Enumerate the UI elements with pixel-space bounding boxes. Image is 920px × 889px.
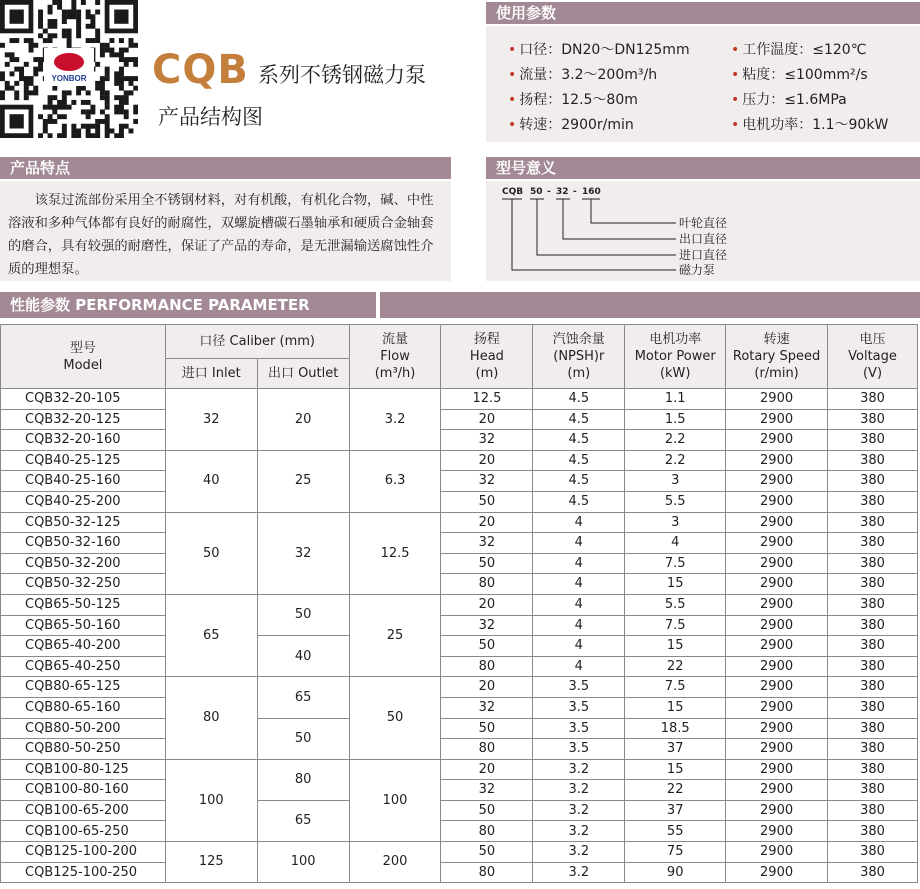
table-row [1,553,918,574]
col-inlet: 进口 Inlet [165,359,257,389]
table-row [1,533,918,554]
cell-voltage: 380 [828,759,918,780]
cell-model: CQB40-25-200 [1,491,166,512]
cell-rotary-speed: 2900 [726,491,828,512]
col-rotary-speed: 转速 Rotary Speed (r/min) [726,325,828,389]
features-header: 产品特点 [0,157,451,179]
table-row [1,697,918,718]
cell-npsh: 3.2 [533,821,625,842]
usage-params-panel [486,26,920,142]
cell-outlet: 100 [257,842,349,883]
cell-model: CQB125-100-250 [1,862,166,883]
cell-rotary-speed: 2900 [726,533,828,554]
cell-npsh: 3.2 [533,780,625,801]
cell-head: 20 [441,512,533,533]
cell-rotary-speed: 2900 [726,594,828,615]
bullet-icon: • [731,67,740,83]
param-viscosity: • 粘度：≤100mm²/s [731,67,868,83]
cell-outlet: 65 [257,677,349,718]
cell-motor-power: 37 [625,739,726,760]
bullet-icon: • [508,92,517,108]
cell-rotary-speed: 2900 [726,697,828,718]
table-row [1,718,918,739]
cell-head: 50 [441,842,533,863]
cell-voltage: 380 [828,574,918,595]
cell-motor-power: 7.5 [625,553,726,574]
cell-model: CQB40-25-160 [1,471,166,492]
cell-motor-power: 90 [625,862,726,883]
features-panel [0,181,451,281]
cell-rotary-speed: 2900 [726,718,828,739]
cell-rotary-speed: 2900 [726,512,828,533]
col-voltage: 电压 Voltage (V) [828,325,918,389]
cell-outlet: 20 [257,389,349,451]
cell-rotary-speed: 2900 [726,759,828,780]
cell-voltage: 380 [828,533,918,554]
label-outlet-diameter: 出口直径 [679,232,728,246]
col-flow: 流量 Flow (m³/h) [349,325,441,389]
cell-head: 20 [441,677,533,698]
cell-motor-power: 22 [625,780,726,801]
cell-motor-power: 5.5 [625,491,726,512]
cell-head: 80 [441,574,533,595]
cell-npsh: 3.5 [533,697,625,718]
cell-head: 20 [441,409,533,430]
performance-table-body [1,389,918,883]
code-dash: - [573,187,577,197]
cell-flow: 200 [349,842,441,883]
cell-voltage: 380 [828,677,918,698]
cell-motor-power: 15 [625,574,726,595]
cell-voltage: 380 [828,656,918,677]
param-pressure: • 压力：≤1.6MPa [731,92,847,108]
table-row [1,739,918,760]
col-head: 扬程 Head (m) [441,325,533,389]
label-magnetic-pump: 磁力泵 [679,263,716,277]
cell-voltage: 380 [828,780,918,801]
table-row [1,615,918,636]
cell-voltage: 380 [828,862,918,883]
cell-motor-power: 15 [625,759,726,780]
cell-outlet: 32 [257,512,349,594]
cell-head: 50 [441,636,533,657]
cell-head: 12.5 [441,389,533,410]
cell-npsh: 3.2 [533,800,625,821]
structure-diagram-subtitle: 产品结构图 [158,105,263,129]
cell-model: CQB100-65-250 [1,821,166,842]
col-outlet: 出口 Outlet [257,359,349,389]
cell-rotary-speed: 2900 [726,862,828,883]
cell-voltage: 380 [828,512,918,533]
cell-motor-power: 2.2 [625,430,726,451]
cell-npsh: 4.5 [533,409,625,430]
cell-voltage: 380 [828,718,918,739]
cell-head: 32 [441,533,533,554]
cell-motor-power: 15 [625,636,726,657]
cell-motor-power: 5.5 [625,594,726,615]
cell-voltage: 380 [828,450,918,471]
table-row [1,471,918,492]
cell-flow: 6.3 [349,450,441,512]
cell-motor-power: 3 [625,471,726,492]
cell-rotary-speed: 2900 [726,656,828,677]
cell-flow: 50 [349,677,441,759]
table-row [1,656,918,677]
table-row [1,430,918,451]
cell-rotary-speed: 2900 [726,574,828,595]
table-row [1,800,918,821]
cell-npsh: 3.2 [533,842,625,863]
table-row [1,574,918,595]
cell-model: CQB100-80-125 [1,759,166,780]
cell-motor-power: 1.1 [625,389,726,410]
cell-model: CQB80-65-160 [1,697,166,718]
cell-motor-power: 7.5 [625,677,726,698]
bullet-icon: • [731,42,740,58]
cell-motor-power: 7.5 [625,615,726,636]
cell-model: CQB65-50-160 [1,615,166,636]
code-impeller: 160 [582,187,601,197]
cell-npsh: 3.5 [533,739,625,760]
cell-head: 32 [441,697,533,718]
cell-voltage: 380 [828,800,918,821]
cell-inlet: 65 [165,594,257,676]
model-meaning-header: 型号意义 [486,157,920,179]
label-inlet-diameter: 进口直径 [679,248,728,262]
cell-npsh: 4 [533,574,625,595]
table-row [1,759,918,780]
cell-npsh: 4 [533,636,625,657]
cell-npsh: 4 [533,656,625,677]
cell-npsh: 4.5 [533,450,625,471]
cell-motor-power: 55 [625,821,726,842]
cell-npsh: 3.2 [533,759,625,780]
cell-motor-power: 15 [625,697,726,718]
cell-head: 50 [441,718,533,739]
performance-table [0,324,918,883]
product-code-title: CQB [152,47,249,93]
table-row [1,636,918,657]
cell-motor-power: 22 [625,656,726,677]
bullet-icon: • [508,42,517,58]
cell-head: 50 [441,491,533,512]
table-row [1,389,918,410]
cell-head: 80 [441,739,533,760]
cell-rotary-speed: 2900 [726,821,828,842]
cell-rotary-speed: 2900 [726,389,828,410]
cell-npsh: 4 [533,553,625,574]
cell-voltage: 380 [828,471,918,492]
usage-params-header: 使用参数 [486,2,920,24]
cell-outlet: 50 [257,594,349,635]
cell-outlet: 50 [257,718,349,759]
cell-voltage: 380 [828,409,918,430]
cell-model: CQB32-20-125 [1,409,166,430]
table-row [1,450,918,471]
cell-model: CQB125-100-200 [1,842,166,863]
cell-rotary-speed: 2900 [726,636,828,657]
code-series: CQB [502,187,524,197]
cell-motor-power: 2.2 [625,450,726,471]
cell-model: CQB65-40-250 [1,656,166,677]
table-row [1,491,918,512]
cell-model: CQB65-50-125 [1,594,166,615]
cell-model: CQB65-40-200 [1,636,166,657]
cell-voltage: 380 [828,430,918,451]
table-row [1,409,918,430]
cell-model: CQB32-20-160 [1,430,166,451]
cell-flow: 12.5 [349,512,441,594]
cell-inlet: 100 [165,759,257,841]
cell-outlet: 40 [257,636,349,677]
cell-model: CQB40-25-125 [1,450,166,471]
cell-model: CQB50-32-160 [1,533,166,554]
cell-voltage: 380 [828,389,918,410]
col-model: 型号 Model [1,325,166,389]
param-head: • 扬程：12.5～80m [508,92,638,108]
cell-inlet: 125 [165,842,257,883]
cell-voltage: 380 [828,594,918,615]
cell-model: CQB80-65-125 [1,677,166,698]
cell-rotary-speed: 2900 [726,553,828,574]
table-row [1,821,918,842]
cell-npsh: 4.5 [533,491,625,512]
cell-head: 80 [441,821,533,842]
cell-rotary-speed: 2900 [726,430,828,451]
svg-text:YONBOR: YONBOR [51,74,87,83]
cell-model: CQB80-50-250 [1,739,166,760]
header-separator [376,292,380,318]
cell-npsh: 3.2 [533,862,625,883]
cell-motor-power: 75 [625,842,726,863]
cell-rotary-speed: 2900 [726,739,828,760]
cell-rotary-speed: 2900 [726,780,828,801]
cell-head: 20 [441,759,533,780]
cell-head: 20 [441,450,533,471]
cell-npsh: 4 [533,615,625,636]
cell-head: 32 [441,430,533,451]
param-motor-power: • 电机功率：1.1～90kW [731,117,889,133]
cell-voltage: 380 [828,491,918,512]
cell-inlet: 32 [165,389,257,451]
performance-header: 性能参数 PERFORMANCE PARAMETER [10,296,310,314]
features-text: 该泵过流部份采用全不锈钢材料，对有机酸，有机化合物，碱、中性溶液和多种气体都有良好的耐腐性，双螺旋槽碳石墨轴承和硬质合金轴套的磨合，具有较强的耐磨性，保证了产品的寿命，是无泄漏输送腐蚀性介质的理想泵。 [8,193,434,277]
cell-flow: 25 [349,594,441,676]
cell-voltage: 380 [828,842,918,863]
cell-rotary-speed: 2900 [726,842,828,863]
cell-inlet: 80 [165,677,257,759]
table-row [1,594,918,615]
cell-voltage: 380 [828,636,918,657]
cell-motor-power: 3 [625,512,726,533]
cell-outlet: 25 [257,450,349,512]
bullet-icon: • [508,67,517,83]
cell-npsh: 4.5 [533,389,625,410]
label-impeller-diameter: 叶轮直径 [679,216,728,230]
table-row [1,862,918,883]
cell-rotary-speed: 2900 [726,471,828,492]
cell-npsh: 4.5 [533,430,625,451]
cell-voltage: 380 [828,615,918,636]
cell-flow: 100 [349,759,441,841]
cell-voltage: 380 [828,697,918,718]
cell-head: 20 [441,594,533,615]
cell-flow: 3.2 [349,389,441,451]
cell-npsh: 4.5 [533,471,625,492]
col-motor-power: 电机功率 Motor Power (kW) [625,325,726,389]
cell-rotary-speed: 2900 [726,800,828,821]
cell-npsh: 4 [533,533,625,554]
cell-npsh: 4 [533,512,625,533]
cell-head: 32 [441,471,533,492]
cell-head: 80 [441,656,533,677]
cell-head: 32 [441,780,533,801]
cell-head: 50 [441,800,533,821]
cell-model: CQB50-32-200 [1,553,166,574]
cell-model: CQB32-20-105 [1,389,166,410]
cell-model: CQB50-32-250 [1,574,166,595]
table-row [1,512,918,533]
param-caliber: • 口径：DN20～DN125mm [508,42,690,58]
bullet-icon: • [731,92,740,108]
product-series-title: 系列不锈钢磁力泵 [258,63,426,87]
cell-head: 80 [441,862,533,883]
cell-motor-power: 1.5 [625,409,726,430]
model-meaning-panel [486,181,920,281]
cell-rotary-speed: 2900 [726,409,828,430]
cell-rotary-speed: 2900 [726,615,828,636]
col-npsh: 汽蚀余量 (NPSH)r (m) [533,325,625,389]
param-speed: • 转速：2900r/min [508,117,634,133]
cell-head: 32 [441,615,533,636]
cell-rotary-speed: 2900 [726,677,828,698]
param-temperature: • 工作温度：≤120℃ [731,42,867,58]
cell-outlet: 65 [257,800,349,841]
bullet-icon: • [731,117,740,133]
cell-head: 50 [441,553,533,574]
cell-voltage: 380 [828,553,918,574]
code-dash: - [547,187,551,197]
cell-model: CQB100-80-160 [1,780,166,801]
cell-model: CQB80-50-200 [1,718,166,739]
bullet-icon: • [508,117,517,133]
table-row [1,842,918,863]
cell-npsh: 3.5 [533,677,625,698]
cell-npsh: 3.5 [533,718,625,739]
cell-model: CQB100-65-200 [1,800,166,821]
cell-motor-power: 4 [625,533,726,554]
cell-inlet: 50 [165,512,257,594]
cell-voltage: 380 [828,739,918,760]
cell-motor-power: 18.5 [625,718,726,739]
cell-rotary-speed: 2900 [726,450,828,471]
code-outlet: 32 [556,187,569,197]
cell-outlet: 80 [257,759,349,800]
param-flow: • 流量：3.2～200m³/h [508,67,658,83]
table-row [1,780,918,801]
cell-model: CQB50-32-125 [1,512,166,533]
cell-motor-power: 37 [625,800,726,821]
code-inlet: 50 [530,187,543,197]
table-row [1,677,918,698]
cell-npsh: 4 [533,594,625,615]
cell-inlet: 40 [165,450,257,512]
cell-voltage: 380 [828,821,918,842]
qr-code [0,0,138,138]
col-caliber: 口径 Caliber (mm) [165,325,349,359]
